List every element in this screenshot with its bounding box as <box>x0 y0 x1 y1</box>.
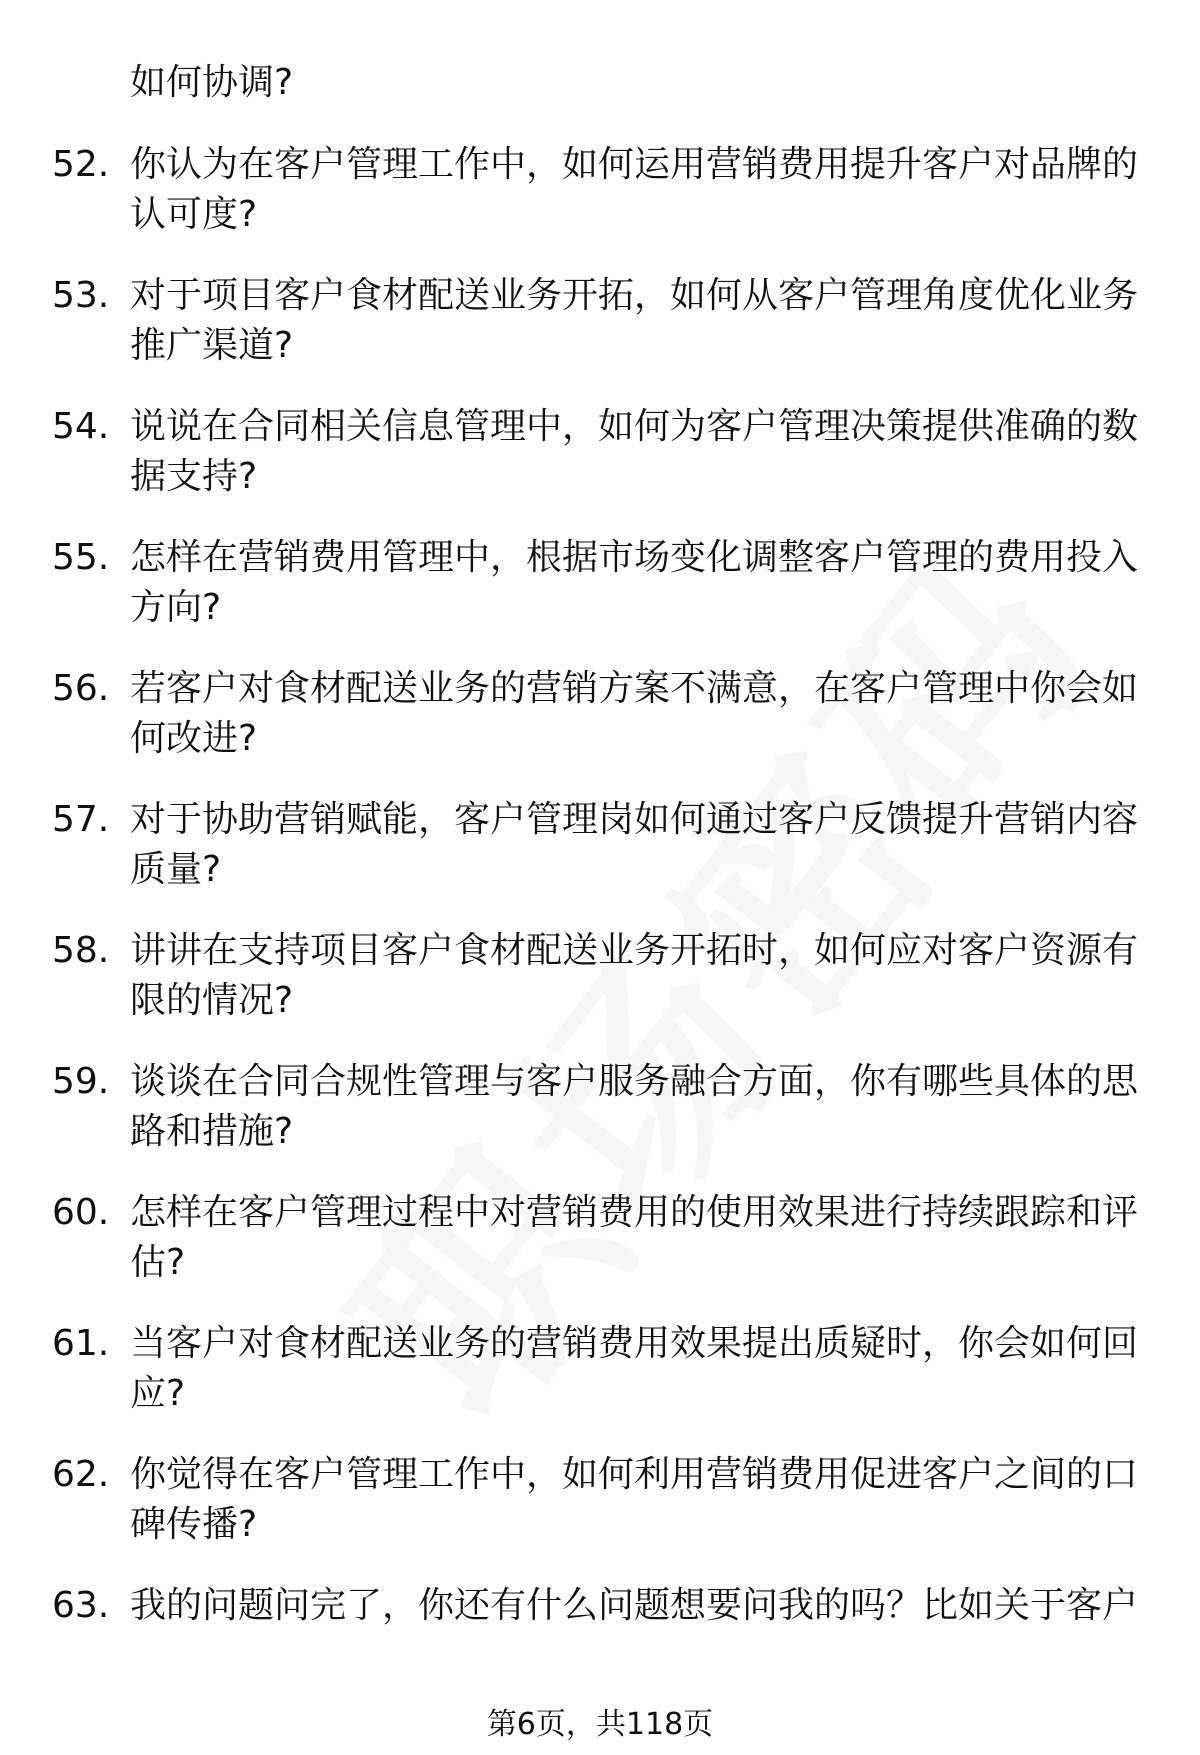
question-number: 61. <box>52 1323 110 1364</box>
question-line: 你认为在客户管理工作中，如何运用营销费用提升客户对品牌的 <box>130 144 1139 185</box>
question-item <box>0 140 1200 271</box>
question-number: 56. <box>52 668 110 709</box>
question-item <box>0 1581 1200 1712</box>
question-text <box>130 1188 1150 1288</box>
question-line: 应? <box>130 1373 186 1414</box>
question-line: 限的情况? <box>130 980 294 1021</box>
question-number: 52. <box>52 144 110 185</box>
question-line: 对于协助营销赋能，客户管理岗如何通过客户反馈提升营销内容 <box>130 799 1139 840</box>
question-line: 认可度? <box>130 194 258 235</box>
question-line: 据支持? <box>130 456 258 497</box>
question-item <box>0 664 1200 795</box>
question-text <box>130 1450 1150 1550</box>
question-line: 碑传播? <box>130 1504 258 1545</box>
question-line: 说说在合同相关信息管理中，如何为客户管理决策提供准确的数 <box>130 406 1139 447</box>
question-number: 55. <box>52 537 110 578</box>
question-item <box>0 795 1200 926</box>
question-line: 讲讲在支持项目客户食材配送业务开拓时，如何应对客户资源有 <box>130 930 1139 971</box>
question-line: 我的问题问完了，你还有什么问题想要问我的吗？比如关于客户 <box>130 1585 1139 1626</box>
question-text <box>130 795 1150 895</box>
question-text <box>130 926 1150 1026</box>
question-number: 54. <box>52 406 110 447</box>
question-item <box>0 1188 1200 1319</box>
question-number: 59. <box>52 1061 110 1102</box>
question-item <box>0 533 1200 664</box>
question-line: 推广渠道? <box>130 325 294 366</box>
question-line: 怎样在客户管理过程中对营销费用的使用效果进行持续跟踪和评 <box>130 1192 1139 1233</box>
question-item <box>0 271 1200 402</box>
question-line: 怎样在营销费用管理中，根据市场变化调整客户管理的费用投入 <box>130 537 1139 578</box>
question-text <box>130 664 1150 764</box>
question-number: 58. <box>52 930 110 971</box>
page-footer: 第6页，共118页 <box>486 1707 714 1742</box>
question-text <box>130 533 1150 633</box>
question-item <box>0 1319 1200 1450</box>
question-line: 若客户对食材配送业务的营销方案不满意，在客户管理中你会如 <box>130 668 1139 709</box>
question-number: 57. <box>52 799 110 840</box>
question-number: 60. <box>52 1192 110 1233</box>
question-list <box>0 140 1200 1712</box>
question-text <box>130 140 1150 240</box>
question-line: 估? <box>130 1242 186 1283</box>
continued-question-text: 如何协调? <box>130 62 294 103</box>
question-item <box>0 1450 1200 1581</box>
question-line: 何改进? <box>130 718 258 759</box>
question-line: 路和措施? <box>130 1111 294 1152</box>
question-line: 当客户对食材配送业务的营销费用效果提出质疑时，你会如何回 <box>130 1323 1139 1364</box>
question-text <box>130 271 1150 371</box>
question-number: 63. <box>52 1585 110 1626</box>
question-item <box>0 1057 1200 1188</box>
question-line: 质量? <box>130 849 222 890</box>
question-text <box>130 402 1150 502</box>
question-text <box>130 1581 1150 1631</box>
question-item <box>0 926 1200 1057</box>
question-line: 方向? <box>130 587 222 628</box>
question-line: 你觉得在客户管理工作中，如何利用营销费用促进客户之间的口 <box>130 1454 1139 1495</box>
question-text <box>130 1319 1150 1419</box>
question-line: 对于项目客户食材配送业务开拓，如何从客户管理角度优化业务 <box>130 275 1139 316</box>
question-number: 53. <box>52 275 110 316</box>
question-number: 62. <box>52 1454 110 1495</box>
question-text <box>130 1057 1150 1157</box>
question-line: 谈谈在合同合规性管理与客户服务融合方面，你有哪些具体的思 <box>130 1061 1139 1102</box>
question-item <box>0 402 1200 533</box>
